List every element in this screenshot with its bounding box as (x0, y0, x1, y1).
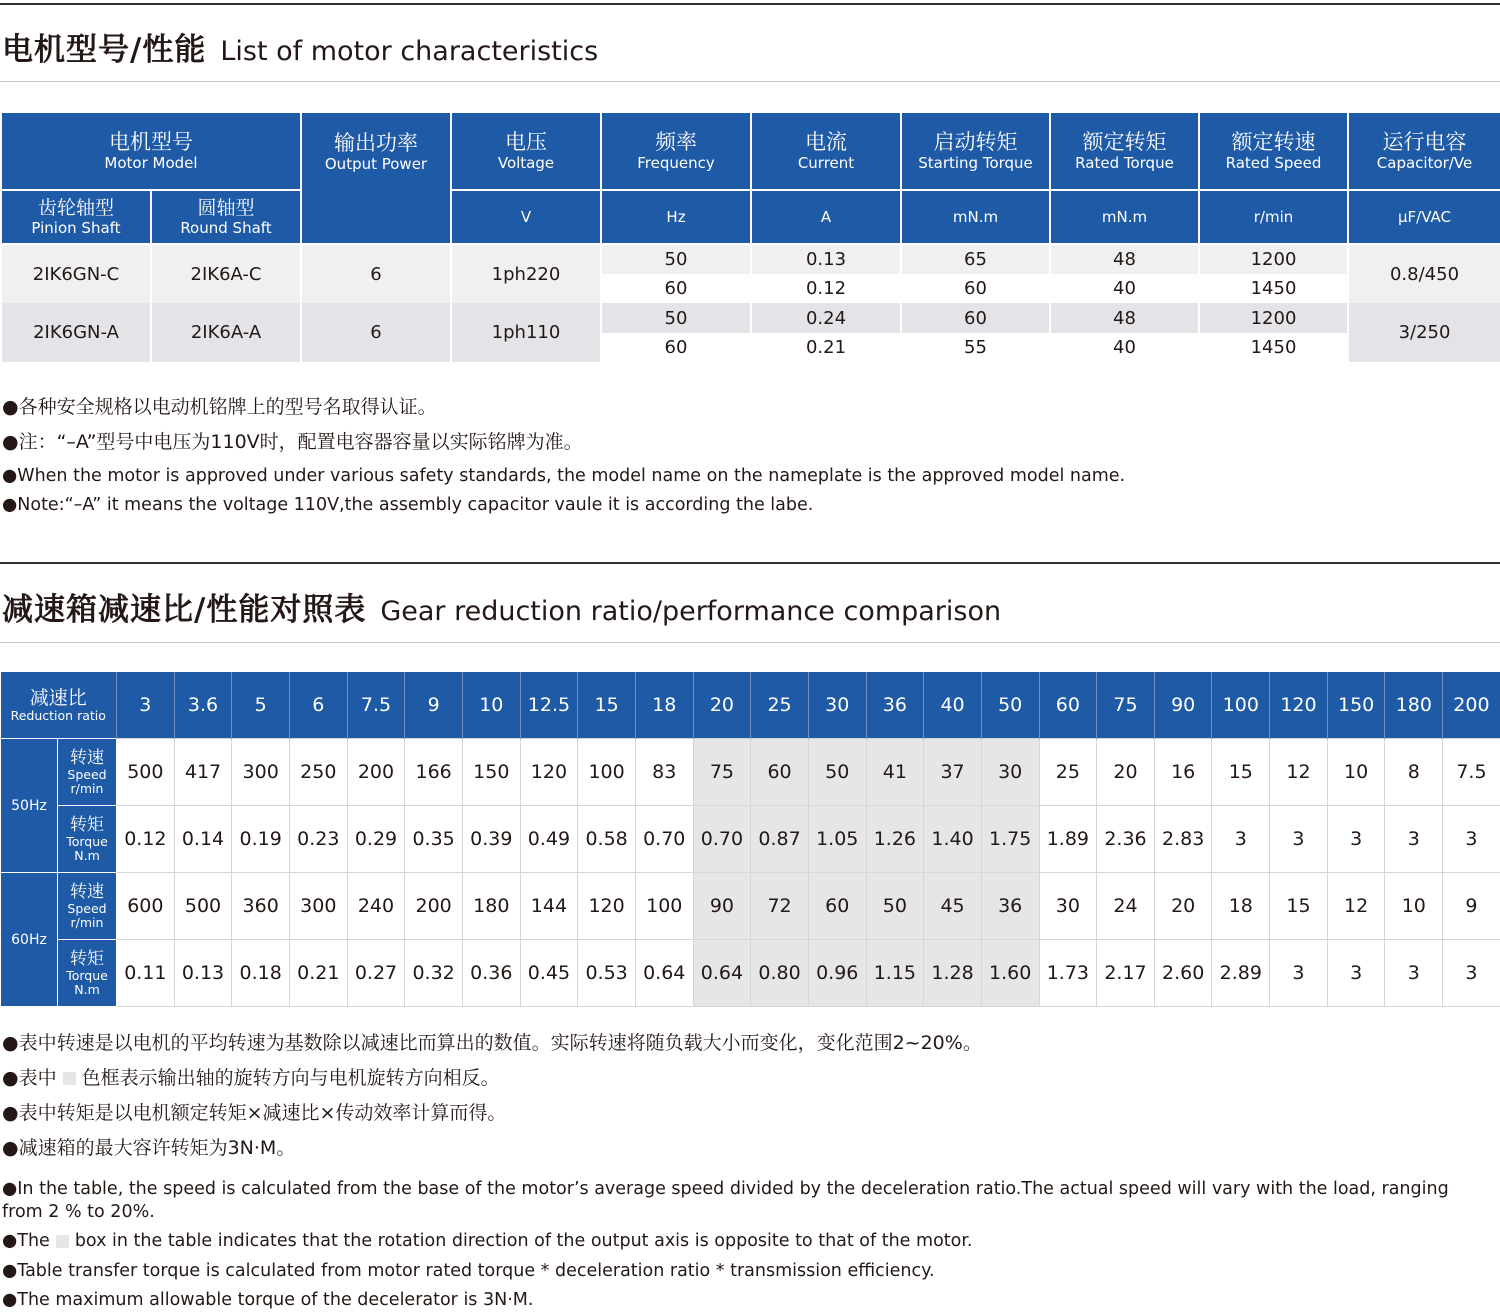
speed-value: 25 (1039, 739, 1097, 806)
speed-value: 180 (462, 873, 520, 940)
rated-speed: 1450 (1199, 274, 1348, 303)
capacitor: 0.8/450 (1348, 244, 1500, 303)
speed-value: 75 (693, 739, 751, 806)
torque-value: 3 (1270, 940, 1328, 1007)
rated-speed: 1450 (1199, 333, 1348, 362)
speed-value: 10 (1327, 739, 1385, 806)
ratio-header: 20 (693, 672, 751, 739)
subheader-pinion-shaft: 齿轮轴型 Pinion Shaft (1, 190, 151, 244)
ratio-header: 90 (1154, 672, 1212, 739)
speed-value: 600 (117, 873, 175, 940)
current: 0.24 (751, 303, 901, 333)
voltage: 1ph110 (451, 303, 601, 362)
section-title-en: List of motor characteristics (220, 36, 599, 67)
unit-voltage: V (451, 190, 601, 244)
speed-value: 72 (751, 873, 809, 940)
note-zh-1: ●各种安全规格以电动机铭牌上的型号名取得认证。 (2, 396, 437, 418)
speed-value: 166 (405, 739, 463, 806)
section-rule (0, 562, 1500, 564)
speed-value: 150 (462, 739, 520, 806)
speed-value: 250 (289, 739, 347, 806)
speed-value: 20 (1097, 739, 1155, 806)
unit-frequency: Hz (601, 190, 751, 244)
torque-value: 1.05 (808, 806, 866, 873)
speed-value: 144 (520, 873, 578, 940)
rated-speed: 1200 (1199, 303, 1348, 333)
table-row (1, 303, 1500, 333)
speed-value: 90 (693, 873, 751, 940)
torque-value: 1.26 (866, 806, 924, 873)
ratio-header: 150 (1327, 672, 1385, 739)
torque-value: 2.17 (1097, 940, 1155, 1007)
unit-current: A (751, 190, 901, 244)
ratio-header: 12.5 (520, 672, 578, 739)
speed-value: 60 (808, 873, 866, 940)
speed-value: 8 (1385, 739, 1443, 806)
ratio-header: 9 (405, 672, 463, 739)
title-underline (0, 642, 1500, 643)
frequency: 60 (601, 333, 751, 362)
speed-value: 120 (520, 739, 578, 806)
torque-value: 1.73 (1039, 940, 1097, 1007)
speed-value: 83 (635, 739, 693, 806)
speed-value: 16 (1154, 739, 1212, 806)
torque-value: 0.53 (578, 940, 636, 1007)
gear-row-speed (1, 739, 1500, 806)
frequency: 50 (601, 244, 751, 274)
torque-value: 0.96 (808, 940, 866, 1007)
speed-value: 24 (1097, 873, 1155, 940)
shaded-box-sample (56, 1235, 69, 1248)
ratio-header: 30 (808, 672, 866, 739)
speed-value: 240 (347, 873, 405, 940)
torque-value: 0.12 (117, 806, 175, 873)
note2-en-4: ●The maximum allowable torque of the decelerator is 3N·M. (2, 1290, 534, 1310)
speed-value: 300 (232, 739, 290, 806)
output-power: 6 (301, 244, 451, 303)
frequency: 50 (601, 303, 751, 333)
unit-starting-torque: mN.m (901, 190, 1050, 244)
gear-row-torque (1, 940, 1500, 1007)
speed-value: 500 (117, 739, 175, 806)
torque-value: 0.35 (405, 806, 463, 873)
rated-speed: 1200 (1199, 244, 1348, 274)
speed-value: 7.5 (1443, 739, 1500, 806)
ratio-header: 18 (635, 672, 693, 739)
frequency-label: 50Hz (1, 739, 58, 873)
torque-value: 0.21 (289, 940, 347, 1007)
torque-value: 1.60 (981, 940, 1039, 1007)
rated-torque: 40 (1050, 333, 1199, 362)
note2-zh-1: ●表中转速是以电机的平均转速为基数除以减速比而算出的数值。实际转速将随负载大小而变化，变化范围2~20%。 (2, 1032, 982, 1054)
ratio-header: 7.5 (347, 672, 405, 739)
speed-value: 50 (808, 739, 866, 806)
speed-value: 37 (924, 739, 982, 806)
ratio-header: 180 (1385, 672, 1443, 739)
pinion-model: 2IK6GN-A (1, 303, 151, 362)
torque-value: 0.58 (578, 806, 636, 873)
ratio-header: 5 (232, 672, 290, 739)
reduction-ratio-header: 减速比 Reduction ratio (1, 672, 117, 739)
rated-torque: 48 (1050, 303, 1199, 333)
note2-zh-4: ●减速箱的最大容许转矩为3N·M。 (2, 1137, 296, 1159)
ratio-header: 75 (1097, 672, 1155, 739)
round-model: 2IK6A-C (151, 244, 301, 303)
torque-value: 0.18 (232, 940, 290, 1007)
ratio-header: 3 (117, 672, 175, 739)
torque-value: 1.75 (981, 806, 1039, 873)
section-title-en: Gear reduction ratio/performance comparison (380, 596, 1002, 627)
gear-ratio-table (0, 672, 1500, 1007)
frequency: 60 (601, 274, 751, 303)
rated-torque: 40 (1050, 274, 1199, 303)
header-voltage: 电压 Voltage (451, 112, 601, 190)
speed-value: 15 (1270, 873, 1328, 940)
torque-value: 0.45 (520, 940, 578, 1007)
ratio-header: 6 (289, 672, 347, 739)
section-title-zh: 减速箱减速比/性能对照表 (2, 592, 367, 628)
gear-row-torque (1, 806, 1500, 873)
torque-value: 1.40 (924, 806, 982, 873)
speed-value: 200 (405, 873, 463, 940)
speed-value: 41 (866, 739, 924, 806)
torque-value: 0.39 (462, 806, 520, 873)
speed-label: 转速 Speed r/min (58, 873, 117, 940)
ratio-header: 25 (751, 672, 809, 739)
header-output-power: 输出功率 Output Power (301, 112, 451, 244)
torque-value: 0.64 (693, 940, 751, 1007)
pinion-model: 2IK6GN-C (1, 244, 151, 303)
speed-value: 100 (635, 873, 693, 940)
note2-en-1: ●In the table, the speed is calculated from the base of the motor’s average speed divided by the deceleration ratio.The actual speed will vary with the load, ranging from 2 % to 20%. (2, 1179, 1449, 1222)
torque-value: 0.29 (347, 806, 405, 873)
torque-value: 0.49 (520, 806, 578, 873)
speed-value: 9 (1443, 873, 1500, 940)
torque-value: 3 (1270, 806, 1328, 873)
torque-value: 0.87 (751, 806, 809, 873)
speed-value: 12 (1270, 739, 1328, 806)
speed-value: 15 (1212, 739, 1270, 806)
header-starting-torque: 启动转矩 Starting Torque (901, 112, 1050, 190)
header-capacitor: 运行电容 Capacitor/Ve (1348, 112, 1500, 190)
torque-value: 0.70 (693, 806, 751, 873)
speed-value: 10 (1385, 873, 1443, 940)
torque-label: 转矩 Torque N.m (58, 806, 117, 873)
torque-value: 0.36 (462, 940, 520, 1007)
note2-zh-3: ●表中转矩是以电机额定转矩×减速比×传动效率计算而得。 (2, 1102, 507, 1124)
header-motor-model: 电机型号 Motor Model (1, 112, 301, 190)
ratio-header: 40 (924, 672, 982, 739)
round-model: 2IK6A-A (151, 303, 301, 362)
ratio-header: 100 (1212, 672, 1270, 739)
speed-value: 45 (924, 873, 982, 940)
torque-value: 0.27 (347, 940, 405, 1007)
speed-value: 50 (866, 873, 924, 940)
ratio-header: 3.6 (174, 672, 232, 739)
torque-value: 3 (1327, 940, 1385, 1007)
speed-value: 20 (1154, 873, 1212, 940)
torque-value: 1.15 (866, 940, 924, 1007)
note-en-2: ●Note:“–A” it means the voltage 110V,the assembly capacitor vaule it is according the labe. (2, 495, 814, 515)
current: 0.12 (751, 274, 901, 303)
gear-row-speed (1, 873, 1500, 940)
torque-value: 3 (1385, 940, 1443, 1007)
torque-value: 0.11 (117, 940, 175, 1007)
section-title-motor (2, 24, 598, 69)
subheader-round-shaft: 圆轴型 Round Shaft (151, 190, 301, 244)
speed-value: 18 (1212, 873, 1270, 940)
torque-value: 0.64 (635, 940, 693, 1007)
header-rated-torque: 额定转矩 Rated Torque (1050, 112, 1199, 190)
torque-value: 3 (1443, 806, 1500, 873)
torque-value: 2.60 (1154, 940, 1212, 1007)
ratio-header: 36 (866, 672, 924, 739)
ratio-header: 15 (578, 672, 636, 739)
torque-value: 0.32 (405, 940, 463, 1007)
torque-label: 转矩 Torque N.m (58, 940, 117, 1007)
speed-value: 500 (174, 873, 232, 940)
speed-value: 360 (232, 873, 290, 940)
torque-value: 3 (1385, 806, 1443, 873)
torque-value: 1.89 (1039, 806, 1097, 873)
motor-subheader-row (1, 190, 1500, 244)
top-rule (0, 3, 1500, 5)
note-en-1: ●When the motor is approved under various safety standards, the model name on the nameplate is the approved model name. (2, 466, 1126, 486)
header-frequency: 频率 Frequency (601, 112, 751, 190)
capacitor: 3/250 (1348, 303, 1500, 362)
ratio-header: 50 (981, 672, 1039, 739)
starting-torque: 60 (901, 274, 1050, 303)
speed-value: 200 (347, 739, 405, 806)
speed-value: 30 (981, 739, 1039, 806)
unit-capacitor: μF/VAC (1348, 190, 1500, 244)
header-current: 电流 Current (751, 112, 901, 190)
starting-torque: 55 (901, 333, 1050, 362)
current: 0.13 (751, 244, 901, 274)
table-row (1, 244, 1500, 274)
rated-torque: 48 (1050, 244, 1199, 274)
torque-value: 0.13 (174, 940, 232, 1007)
speed-value: 60 (751, 739, 809, 806)
torque-value: 0.80 (751, 940, 809, 1007)
speed-value: 12 (1327, 873, 1385, 940)
section-title-gear (2, 584, 1001, 629)
voltage: 1ph220 (451, 244, 601, 303)
torque-value: 2.89 (1212, 940, 1270, 1007)
torque-value: 3 (1212, 806, 1270, 873)
torque-value: 2.36 (1097, 806, 1155, 873)
starting-torque: 65 (901, 244, 1050, 274)
speed-value: 300 (289, 873, 347, 940)
speed-value: 30 (1039, 873, 1097, 940)
output-power: 6 (301, 303, 451, 362)
ratio-header: 200 (1443, 672, 1500, 739)
unit-rated-torque: mN.m (1050, 190, 1199, 244)
note2-en-3: ●Table transfer torque is calculated from motor rated torque * deceleration ratio * transmission efficiency. (2, 1261, 935, 1281)
torque-value: 3 (1443, 940, 1500, 1007)
section-title-zh: 电机型号/性能 (2, 32, 207, 68)
torque-value: 3 (1327, 806, 1385, 873)
gear-header-row (1, 672, 1500, 739)
speed-value: 120 (578, 873, 636, 940)
motor-characteristics-table (0, 111, 1500, 362)
frequency-label: 60Hz (1, 873, 58, 1007)
starting-torque: 60 (901, 303, 1050, 333)
torque-value: 0.70 (635, 806, 693, 873)
speed-label: 转速 Speed r/min (58, 739, 117, 806)
note2-en-2: ●The box in the table indicates that the rotation direction of the output axis is opposite to that of the motor. (2, 1231, 973, 1251)
unit-rated-speed: r/min (1199, 190, 1348, 244)
ratio-header: 120 (1270, 672, 1328, 739)
motor-header-row (1, 112, 1500, 190)
header-rated-speed: 额定转速 Rated Speed (1199, 112, 1348, 190)
speed-value: 100 (578, 739, 636, 806)
note-zh-2: ●注：“–A”型号中电压为110V时，配置电容器容量以实际铭牌为准。 (2, 431, 583, 453)
torque-value: 1.28 (924, 940, 982, 1007)
torque-value: 0.23 (289, 806, 347, 873)
ratio-header: 60 (1039, 672, 1097, 739)
torque-value: 0.14 (174, 806, 232, 873)
note2-zh-2: ●表中 色框表示输出轴的旋转方向与电机旋转方向相反。 (2, 1067, 500, 1089)
ratio-header: 10 (462, 672, 520, 739)
speed-value: 417 (174, 739, 232, 806)
current: 0.21 (751, 333, 901, 362)
title-underline (0, 81, 1500, 82)
torque-value: 0.19 (232, 806, 290, 873)
speed-value: 36 (981, 873, 1039, 940)
shaded-box-sample (63, 1072, 76, 1085)
torque-value: 2.83 (1154, 806, 1212, 873)
